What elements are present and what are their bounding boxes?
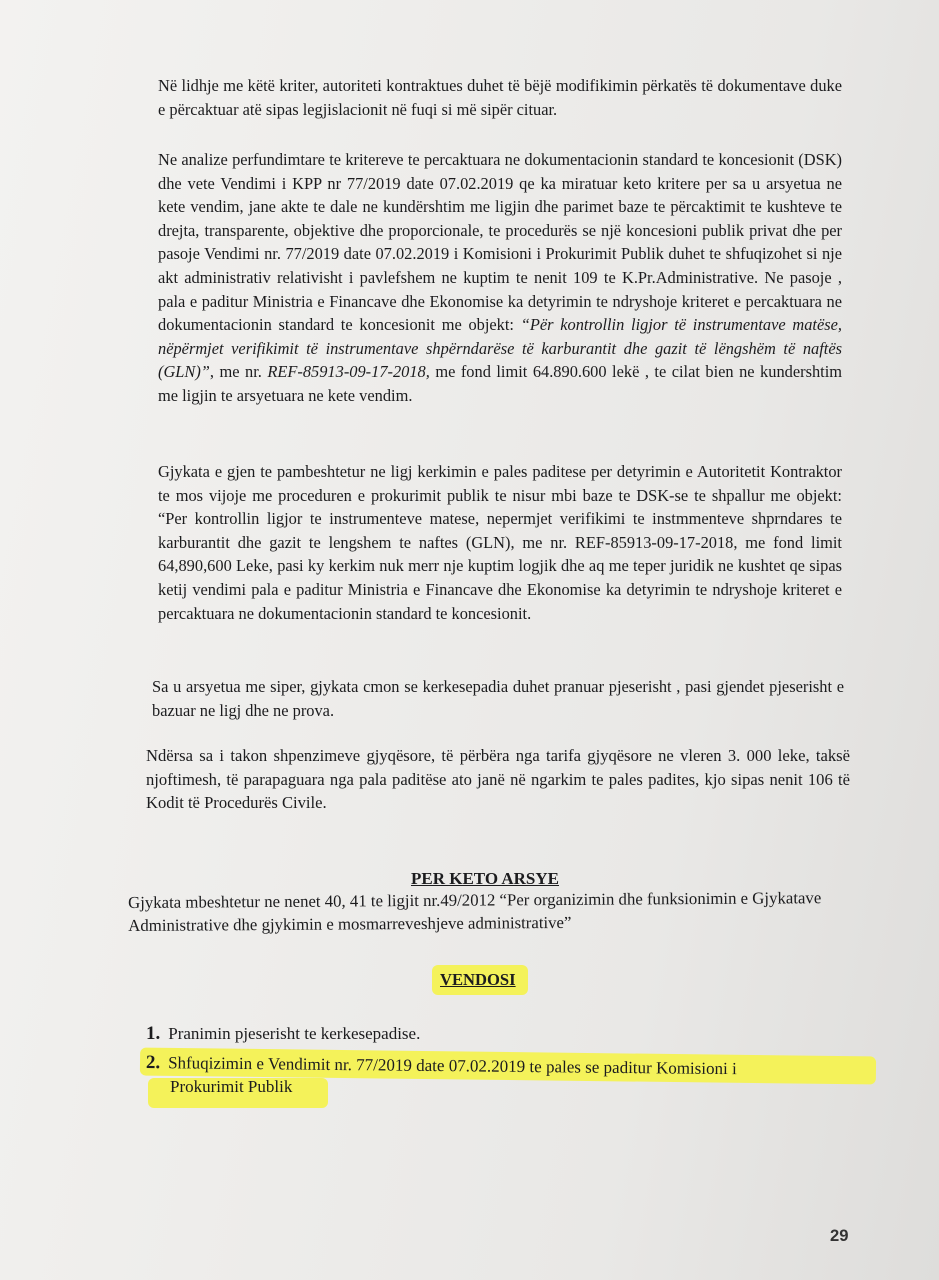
paragraph-court-costs: Ndërsa sa i takon shpenzimeve gjyqësore, të përbëra nga tarifa gjyqësore ne vleren 3. 000 leke, taksë njoftimesh, të parapaguara nga pala paditëse ato janë në ngarkim te pales padites, kjo sipas nenit 106 të Kodit të Procedurës Civile. bbox=[146, 746, 850, 813]
paragraph-partial-acceptance: Sa u arsyetua me siper, gjykata cmon se kerkesepadia duhet pranuar pjeserisht , pasi gjendet pjeserisht e bazuar ne ligj dhe ne prova. bbox=[152, 677, 844, 720]
decision-item-2 bbox=[146, 1051, 866, 1099]
paragraph-final-analysis-mid: , me nr. bbox=[209, 362, 268, 382]
decision-label-highlight bbox=[432, 965, 528, 995]
paragraph-final-analysis bbox=[158, 148, 842, 408]
decision-item-number: 2. bbox=[145, 1052, 161, 1074]
procurement-object-title: “Për kontrollin ligjor të instrumentave matëse, nëpërmjet verifikimit të instrumentave shpërndarëse të karburantit dhe gazit të lëngshëm të naftës (GLN)” bbox=[158, 315, 843, 382]
page-number: 29 bbox=[830, 1226, 849, 1245]
decision-item-1 bbox=[146, 1022, 420, 1046]
paragraph-criteria-modification: Në lidhje me këtë kriter, autoriteti kontraktues duhet të bëjë modifikimin përkatës të dokumentave duke e përcaktuar atë sipas legjislacionit në fuqi si më sipër cituar. bbox=[158, 76, 842, 119]
procurement-reference: REF-85913-09-17-2018, bbox=[267, 362, 430, 382]
decision-item-number: 1. bbox=[146, 1023, 161, 1044]
decision-item-2-line-2: Prokurimit Publik bbox=[170, 1077, 293, 1096]
paragraph-unfounded-claim: Gjykata e gjen te pambeshtetur ne ligj kerkimin e pales paditese per detyrimin e Autoritetit Kontraktor te mos vijoje me proceduren e prokurimit publik te nisur mbi baze te DSK-se te shpallur me objekt: “Per kontrollin ligjor te instrumenteve matese, nepermjet verifikimi te instmmenteve shprndares te karburantit dhe gazit te lengshem te naftes (GLN), me nr. REF-85913-09-17-2018, me fond limit 64,890,600 Leke, pasi ky kerkim nuk merr nje kuptim logjik dhe aq me teper juridik ne kushtet qe sipas ketij vendimi pala e paditur Ministria e Financave dhe Ekonomise ka detyrimin te ndryshoje kriteret e percaktuara ne dokumentacionin standard te koncesionit. bbox=[158, 462, 842, 623]
decision-item-text: Pranimin pjeserisht te kerkesepadise. bbox=[168, 1024, 421, 1043]
decision-label: VENDOSI bbox=[440, 970, 516, 989]
paragraph-final-analysis-start: Ne analize perfundimtare te kritereve te percaktuara ne dokumentacionin standard te koncesionit (DSK) dhe vete Vendimi i KPP nr 77/2019 date 07.02.2019 qe ka miratuar keto kritere per sa u arsyetua ne kete vendim, jane akte te dale ne kundërshtim me ligjin dhe parimet baze te përcaktimit te kushteve te drejta, transparente, objektive dhe proporcionale, te procedurës se një koncesioni publik privat dhe per pasoje Vendimi nr. 77/2019 date 07.02.2019 i Komisioni i Prokurimit Publik duhet te shfuqizohet si nje akt administrativ relativisht i pavlefshem ne kuptim te nenit 109 te K.Pr.Administrative. Ne pasoje , pala e paditur Ministria e Financave dhe Ekonomise ka detyrimin te ndryshoje kriteret e percaktuara ne dokumentacionin standard te koncesionit me objekt: bbox=[158, 150, 842, 335]
paragraph-final-analysis-end: me fond limit 64.890.600 lekë , te cilat bien ne kundershtim me ligjin te arsyetuara ne kete vendim. bbox=[158, 362, 843, 405]
legal-basis-intro: Gjykata mbeshtetur ne nenet 40, 41 te ligjit nr.49/2012 “Per organizimin dhe funksionimin e Gjykatave Administrative dhe gjykimin e mosmarreveshjeve administrative” bbox=[128, 888, 822, 935]
decision-item-text: Shfuqizimin e Vendimit nr. 77/2019 date 07.02.2019 te pales se paditur Komisioni i bbox=[168, 1053, 737, 1079]
section-heading: PER KETO ARSYE bbox=[410, 869, 559, 888]
